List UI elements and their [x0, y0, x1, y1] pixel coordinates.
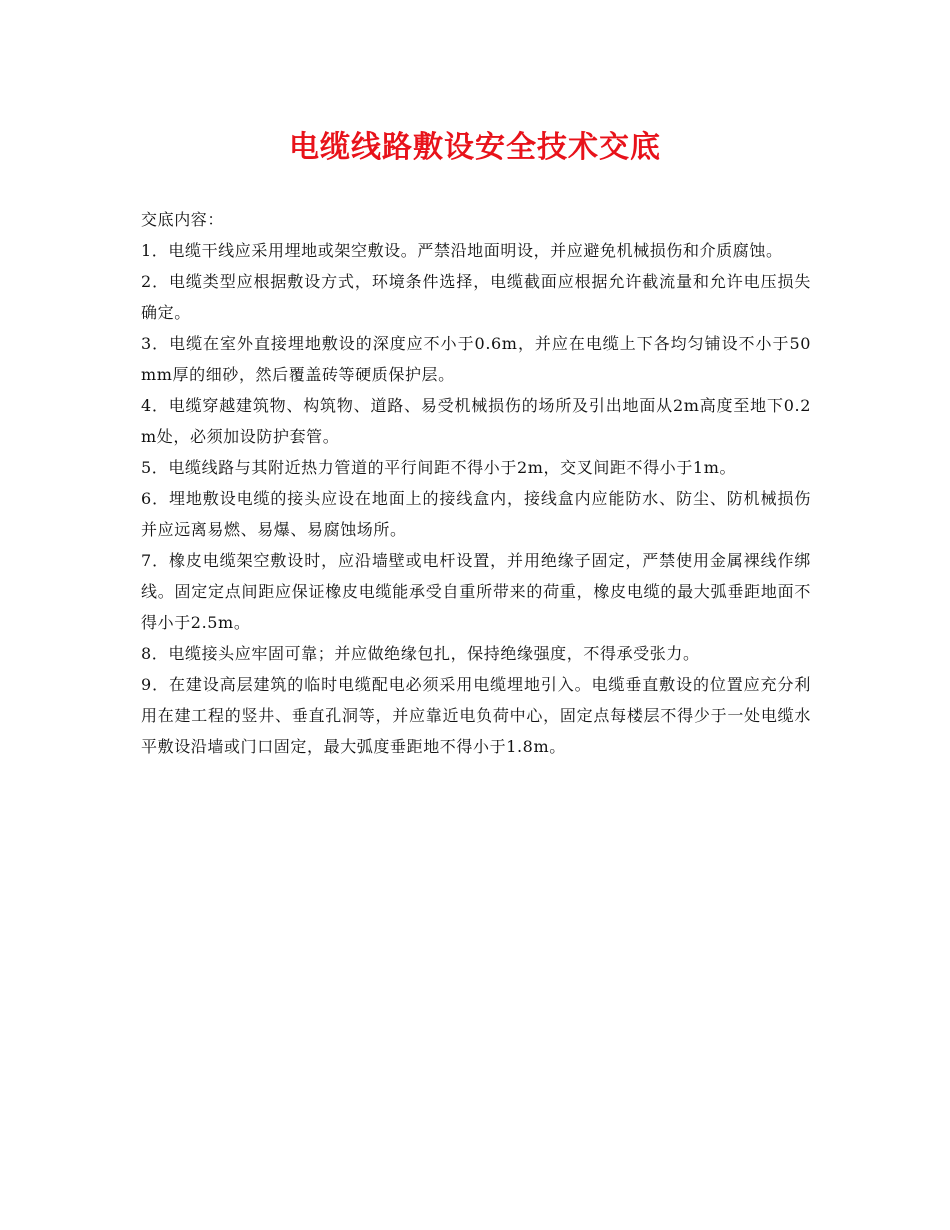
list-item: 5．电缆线路与其附近热力管道的平行间距不得小于2m，交叉间距不得小于1m。: [141, 458, 737, 477]
list-item: 3．电缆在室外直接埋地敷设的深度应不小于0.6m，并应在电缆上下各均匀铺设不小于50mm厚的细砂，然后覆盖砖等硬质保护层。: [141, 334, 811, 384]
list-item: 9．在建设高层建筑的临时电缆配电必须采用电缆埋地引入。电缆垂直敷设的位置应充分利用在建工程的竖井、垂直孔洞等，并应靠近电负荷中心，固定点每楼层不得少于一处电缆水平敷设沿墙或门口固定，最大弧度垂距地不得小于1.8m。: [141, 675, 811, 756]
list-item: 4．电缆穿越建筑物、构筑物、道路、易受机械损伤的场所及引出地面从2m高度至地下0.2m处，必须加设防护套管。: [141, 396, 811, 446]
list-item: 8．电缆接头应牢固可靠；并应做绝缘包扎，保持绝缘强度，不得承受张力。: [141, 644, 700, 663]
list-item: 2．电缆类型应根据敷设方式，环境条件选择，电缆截面应根据允许截流量和允许电压损失确定。: [141, 272, 811, 322]
intro-label: 交底内容：: [141, 210, 225, 229]
list-item: 7．橡皮电缆架空敷设时，应沿墙壁或电杆设置，并用绝缘子固定，严禁使用金属裸线作绑线。固定定点间距应保证橡皮电缆能承受自重所带来的荷重，橡皮电缆的最大弧垂距地面不得小于2.5m。: [141, 551, 811, 632]
document-title: 电缆线路敷设安全技术交底: [289, 130, 661, 165]
document-body: [141, 204, 811, 762]
list-item: 6．埋地敷设电缆的接头应设在地面上的接线盒内，接线盒内应能防水、防尘、防机械损伤并应远离易燃、易爆、易腐蚀场所。: [141, 489, 811, 539]
list-item: 1．电缆干线应采用埋地或架空敷设。严禁沿地面明设，并应避免机械损伤和介质腐蚀。: [141, 241, 783, 260]
